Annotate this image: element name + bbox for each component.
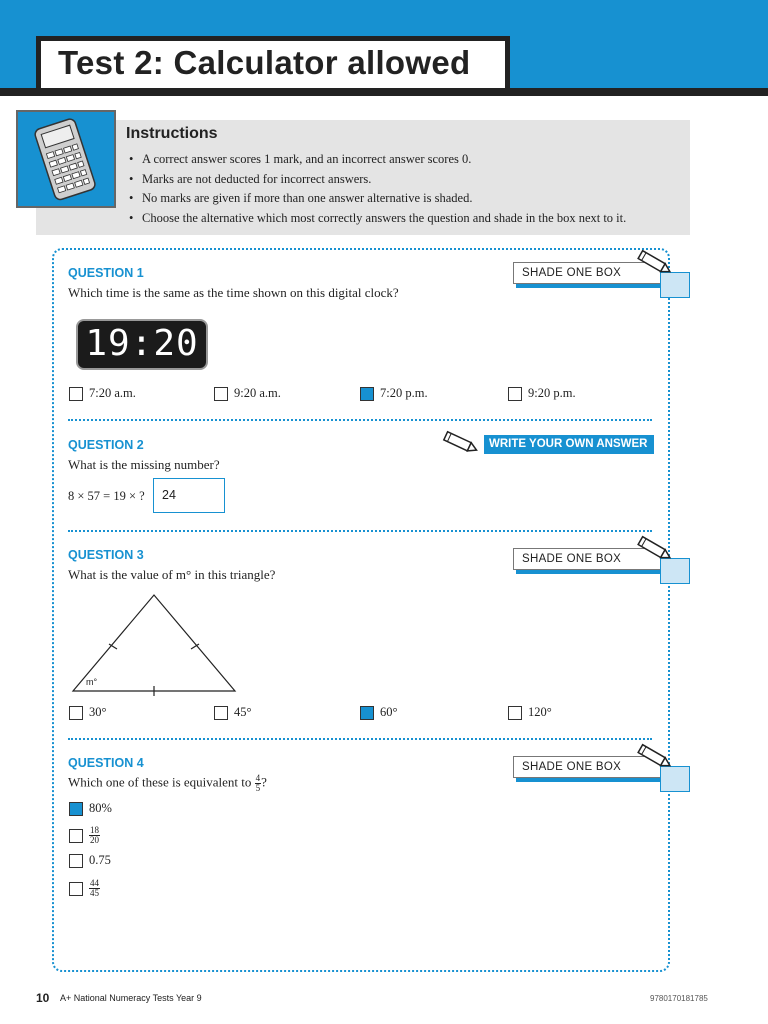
option-q3-b[interactable] [214,705,252,720]
question-1-text: Which time is the same as the time shown on this digital clock? [68,285,399,300]
checkbox[interactable] [508,387,522,401]
instructions-list [126,150,626,228]
option-q1-b[interactable] [214,386,281,401]
option-label: 30° [89,705,107,719]
shade-one-box-tag: SHADE ONE BOX [513,262,663,284]
checkbox[interactable] [69,829,83,843]
checkbox-checked[interactable] [360,706,374,720]
question-4-label: QUESTION 4 [68,756,144,770]
shade-one-box-tag: SHADE ONE BOX [513,756,663,778]
question-3-label: QUESTION 3 [68,548,144,562]
fraction: $\frac{4}{5}$ [255,773,261,793]
isbn: 9780170181785 [650,994,708,1003]
pencil-icon [632,248,676,283]
page-title: Test 2: Calculator allowed [58,44,471,81]
angle-label: m° [86,677,98,687]
checkbox[interactable] [69,706,83,720]
section-divider [68,419,652,421]
option-q4-b[interactable] [69,826,100,845]
instruction-item: • A correct answer scores 1 mark, and an incorrect answer scores 0. [126,150,626,170]
option-label: 7:20 p.m. [380,386,428,400]
header-rule [0,88,768,96]
section-divider [68,530,652,532]
option-label: 7:20 a.m. [89,386,136,400]
instructions-title: Instructions [126,125,218,142]
checkbox-checked[interactable] [69,802,83,816]
question-4-text: Which one of these is equivalent to $\frac{4}{5}$ ? [68,773,267,793]
digital-clock: 19:20 [76,319,208,370]
pencil-icon [632,534,676,569]
option-q4-c[interactable] [69,853,111,868]
page-number: 10 [36,991,50,1005]
option-label: 60° [380,705,398,719]
option-q3-a[interactable] [69,705,107,720]
checkbox[interactable] [69,882,83,896]
question-2-text: What is the missing number? [68,457,220,472]
section-divider [68,738,652,740]
answer-input[interactable]: 24 [153,478,225,513]
option-q4-d[interactable] [69,879,100,898]
shade-one-box-tag: SHADE ONE BOX [513,548,663,570]
question-3-text: What is the value of m° in this triangle? [68,567,276,582]
checkbox[interactable] [508,706,522,720]
book-title: A+ National Numeracy Tests Year 9 [60,993,202,1003]
option-label: 80% [89,801,112,815]
calculator-icon [16,110,116,208]
question-1-label: QUESTION 1 [68,266,144,280]
equation: 8 × 57 = 19 × ? [68,489,145,503]
option-q1-a[interactable] [69,386,136,401]
option-label: 45° [234,705,252,719]
option-fraction: $\frac{18}{20}$ [90,825,99,845]
checkbox[interactable] [214,387,228,401]
instruction-item: • Marks are not deducted for incorrect answers. [126,170,626,190]
checkbox[interactable] [69,387,83,401]
option-q1-d[interactable] [508,386,576,401]
instruction-item: • No marks are given if more than one answer alternative is shaded. [126,189,626,209]
option-label: 0.75 [89,853,111,867]
option-fraction: $\frac{44}{45}$ [90,878,99,898]
pencil-icon [632,742,676,777]
option-label: 120° [528,705,552,719]
question-2-label: QUESTION 2 [68,438,144,452]
option-q3-c[interactable] [360,705,398,720]
pencil-icon [438,428,482,463]
write-own-answer-tag: WRITE YOUR OWN ANSWER [484,435,654,454]
option-q4-a[interactable] [69,801,112,816]
option-label: 9:20 a.m. [234,386,281,400]
checkbox-checked[interactable] [360,387,374,401]
option-label: 9:20 p.m. [528,386,576,400]
instruction-item: • Choose the alternative which most correctly answers the question and shade in the box next to it. [126,209,626,229]
checkbox[interactable] [214,706,228,720]
question-4-text-main: Which one of these is equivalent to [68,774,252,790]
option-q1-c[interactable] [360,386,428,401]
option-q3-d[interactable] [508,705,552,720]
checkbox[interactable] [69,854,83,868]
